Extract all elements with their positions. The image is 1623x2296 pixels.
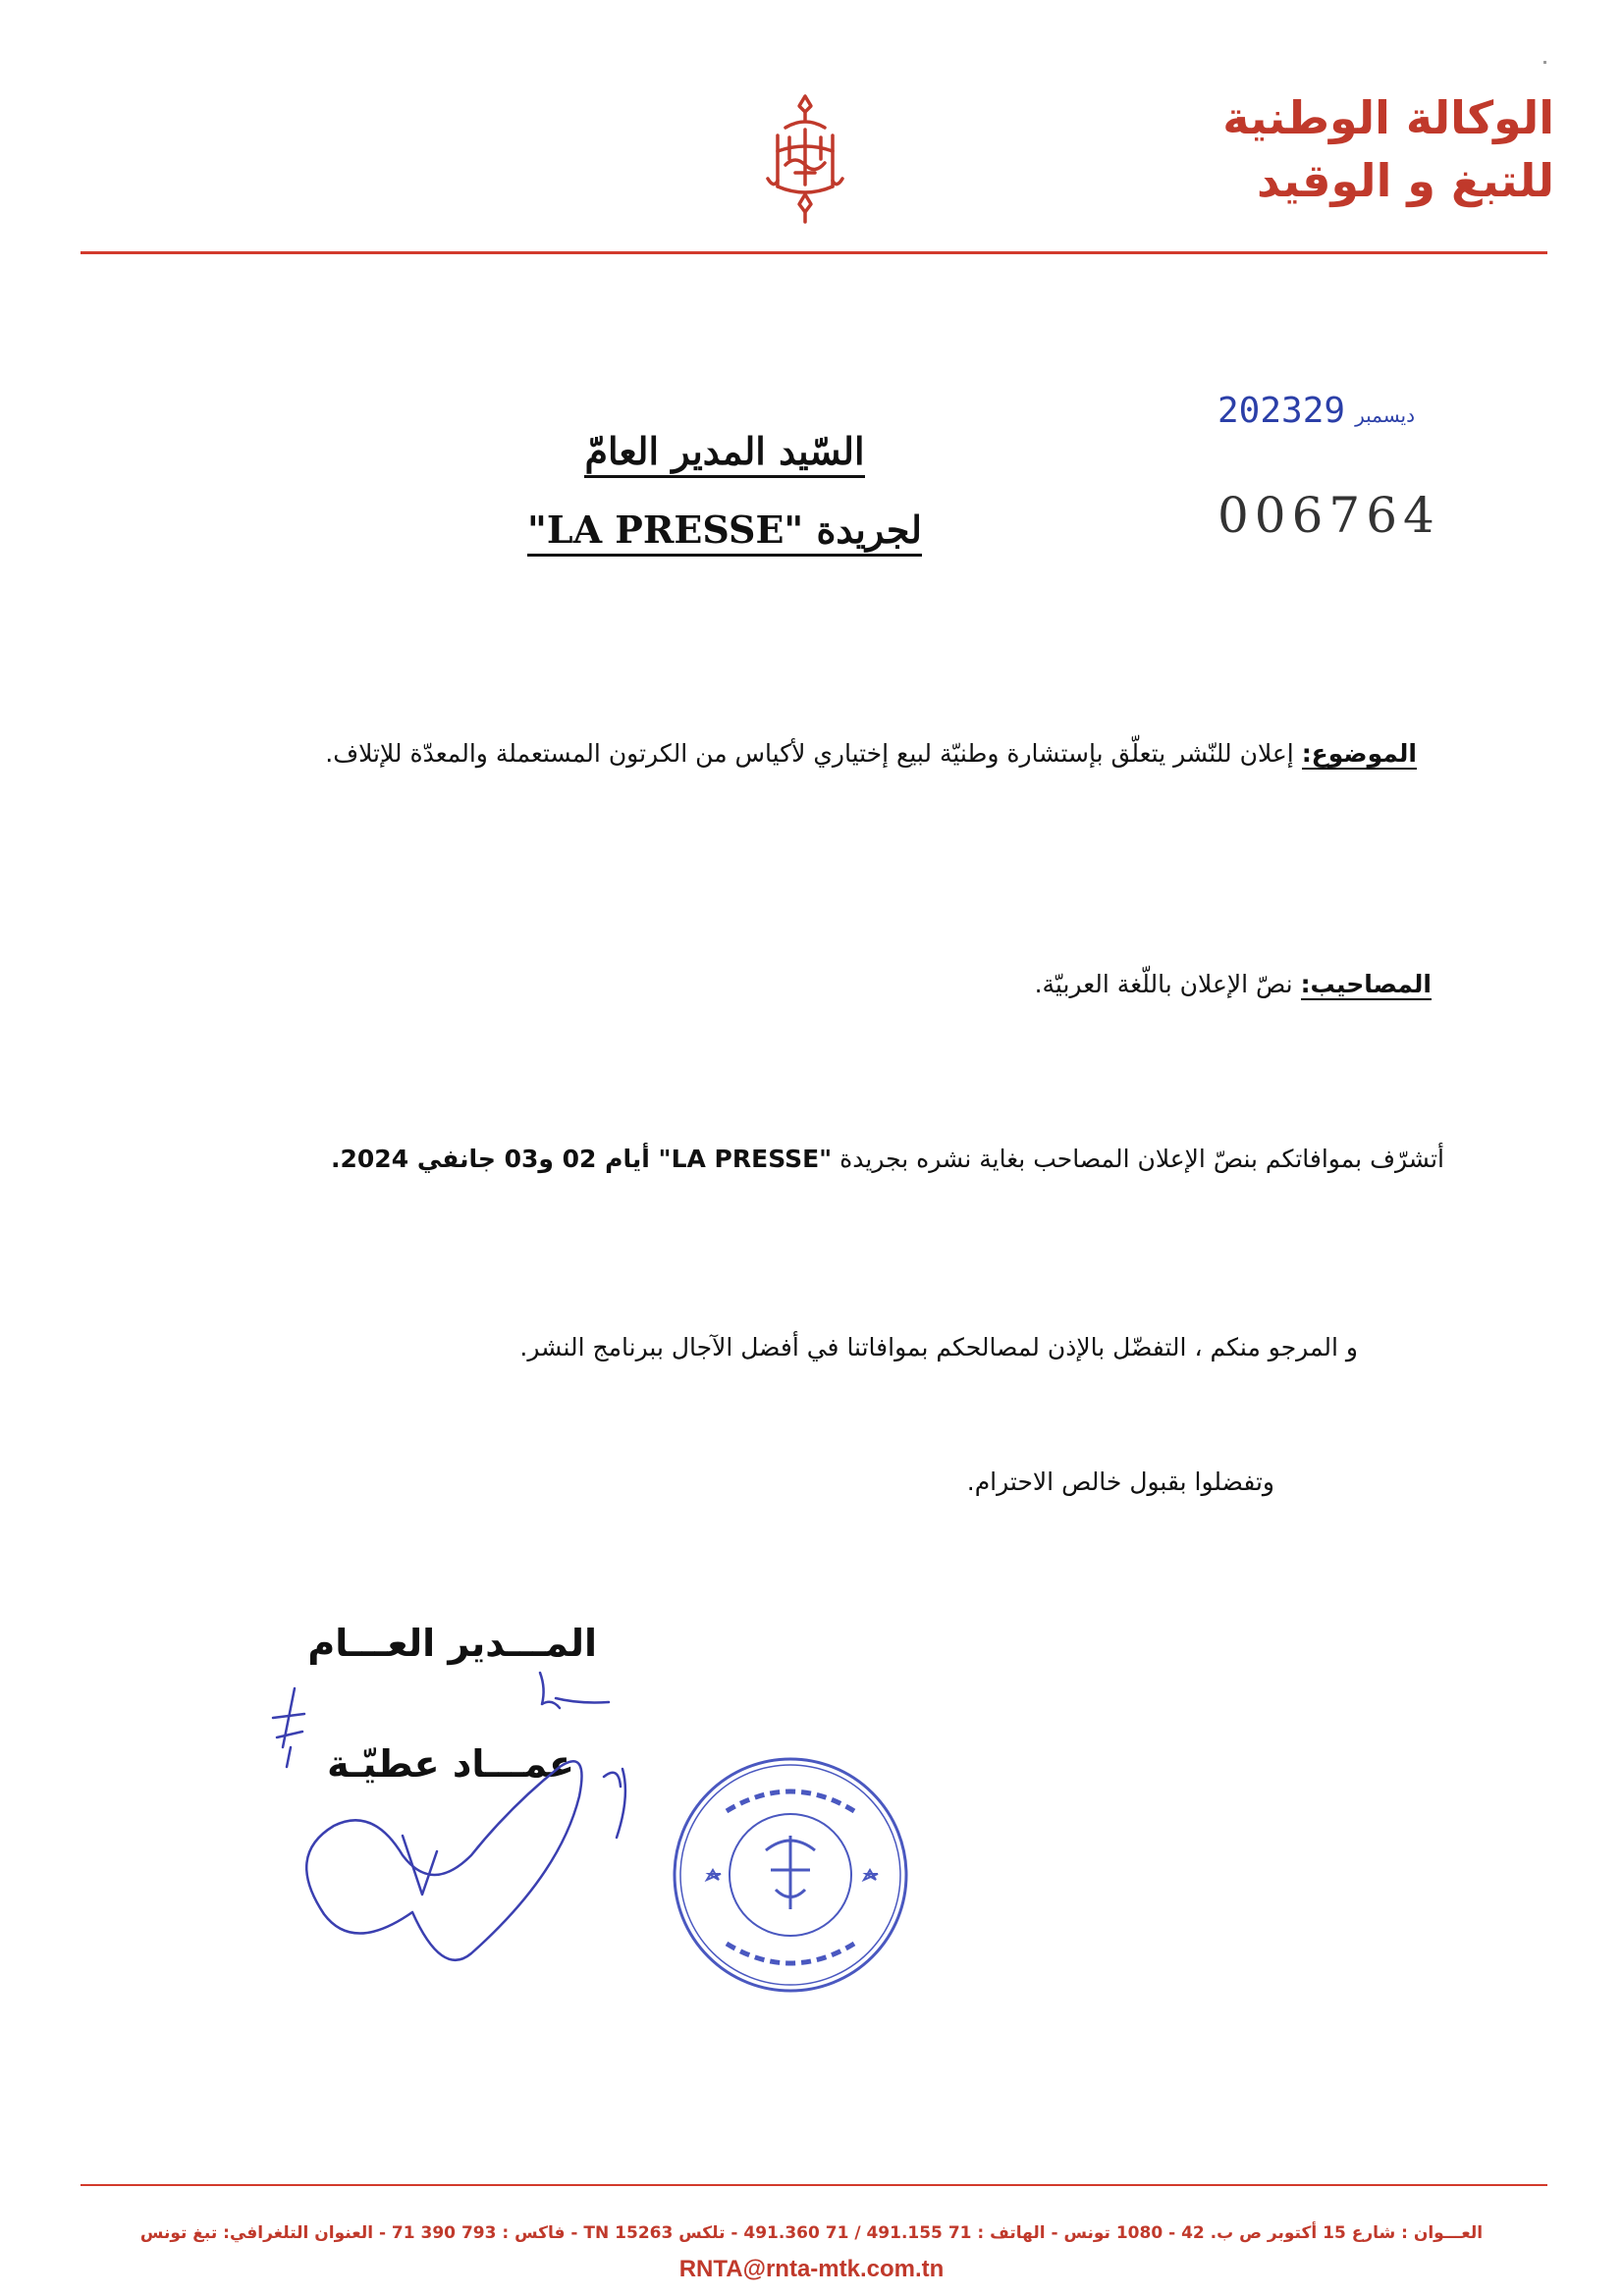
date-month: ديسمبر <box>1355 403 1416 427</box>
date-stamp <box>1217 391 1434 431</box>
attachments-text: نصّ الإعلان باللّغة العربيّة. <box>1034 970 1301 998</box>
official-round-seal-icon <box>668 1752 913 1998</box>
attachments-label: المصاحيب: <box>1300 970 1432 998</box>
reference-number: 006764 <box>1217 487 1440 544</box>
addressee-line1: السّيد المدير العامّ <box>584 429 864 478</box>
footer-email[interactable]: RNTA@rnta-mtk.com.tn <box>678 2256 945 2282</box>
date-year: 2023 <box>1217 391 1303 431</box>
request-paragraph: و المرجو منكم ، التفضّل بالإذن لمصالحكم بموافاتنا في أفضل الآجال ببرنامج النشر. <box>519 1333 1358 1362</box>
scan-speck <box>1543 61 1546 64</box>
subject-text: إعلان للنّشر يتعلّق بإستشارة وطنيّة لبيع إختياري لأكياس من الكرتون المستعملة والمعدّة للإتلاف. <box>325 739 1302 768</box>
agency-name-line2: للتبغ و الوقيد <box>1257 154 1554 207</box>
subject-paragraph <box>189 726 1417 781</box>
agency-name-line1: الوكالة الوطنية <box>1222 91 1554 144</box>
footer-divider <box>81 2184 1547 2186</box>
agency-name <box>1222 86 1554 212</box>
signatory-name: عمـــاد عطيّـة <box>327 1742 574 1786</box>
closing-paragraph: وتفضلوا بقبول خالص الاحترام. <box>966 1468 1274 1496</box>
main-text: أتشرّف بموافاتكم بنصّ الإعلان المصاحب بغاية نشره بجريدة <box>832 1145 1444 1173</box>
main-text-emphasis: "LA PRESSE" أيام 02 و03 جانفي 2024. <box>331 1145 833 1173</box>
subject-label: الموضوع: <box>1301 739 1417 768</box>
signatory-title: المـــدير العـــام <box>307 1622 597 1665</box>
handwritten-signature-icon <box>265 1659 658 1983</box>
addressee-line2: لجريدة "LA PRESSE" <box>527 507 922 557</box>
addressee-block <box>430 412 1019 569</box>
date-day: 29 <box>1302 391 1346 431</box>
attachments-paragraph <box>450 957 1432 1012</box>
agency-calligraphy-logo-icon <box>756 90 854 228</box>
header-divider <box>81 251 1547 254</box>
footer-address: العـــوان : شارع 15 أكتوبر ص ب. 42 - 1080 تونس - الهاتف : 71 491.155 / 71 491.360 - تلكس 15263 TN - فاكس : 793 390 71 - العنوان التلغرافي: تبغ تونس <box>139 2223 1484 2243</box>
main-paragraph <box>168 1124 1444 1195</box>
